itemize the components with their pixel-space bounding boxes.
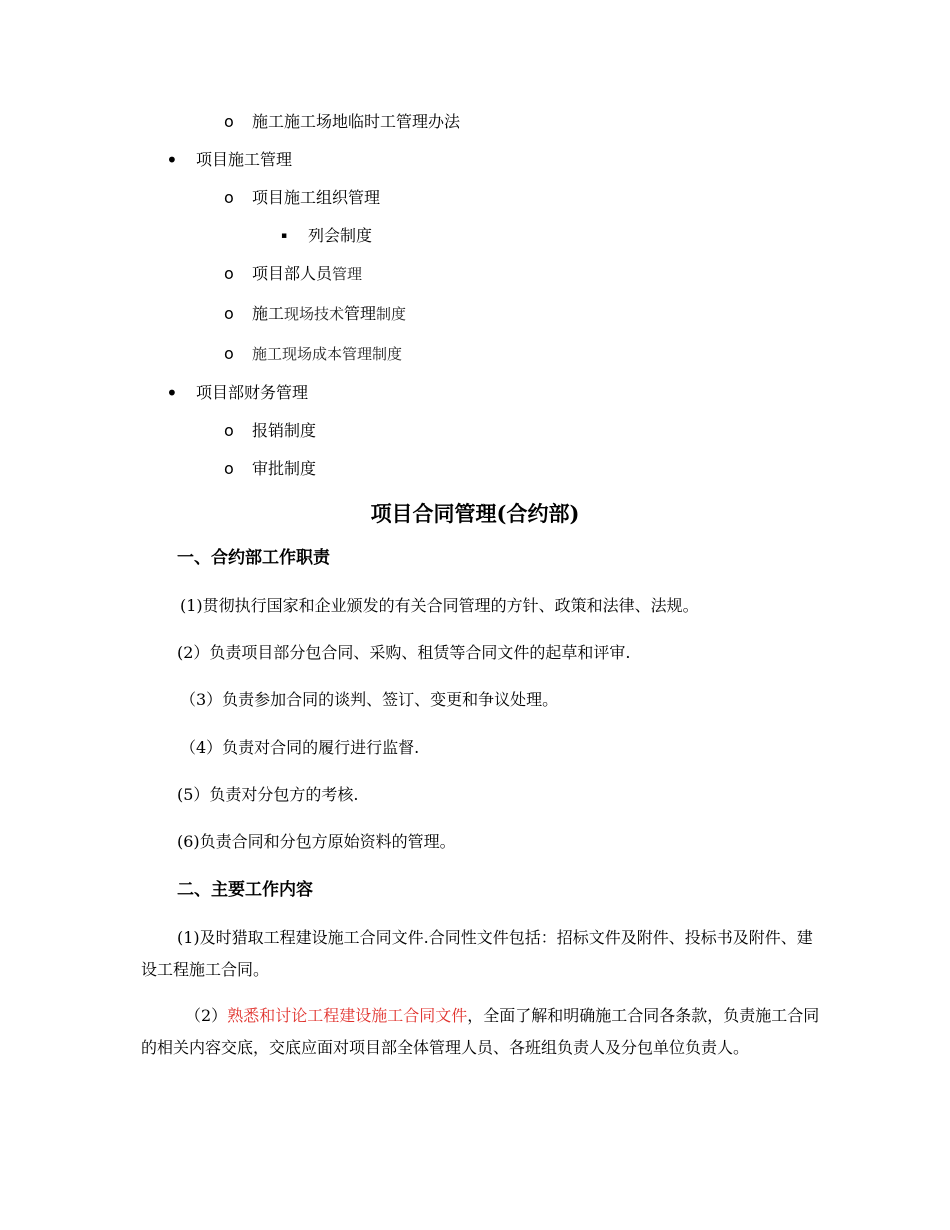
- list-item: [252, 304, 406, 324]
- list-item: 审批制度: [252, 459, 317, 478]
- duty-paragraph: (5）负责对分包方的考核.: [177, 785, 359, 804]
- duty-paragraph: （3）负责参加合同的谈判、签订、变更和争议处理。: [180, 690, 559, 709]
- section-title: 项目合同管理(合约部): [370, 501, 580, 526]
- list-item-text: 施工: [252, 304, 285, 323]
- duty-paragraph: (2）负责项目部分包合同、采购、租赁等合同文件的起草和评审.: [177, 643, 631, 662]
- list-item-text: 现场技术: [284, 305, 345, 323]
- duty-paragraph: (6)负责合同和分包方原始资料的管理。: [177, 832, 456, 851]
- list-item-text: 制度: [376, 305, 407, 323]
- list-marker-circle: o: [224, 459, 234, 478]
- list-item-text: 管理: [332, 265, 363, 283]
- list-item: 施工现场成本管理制度: [252, 345, 403, 363]
- paragraph-text: ，全面了解和明确施工合同各条款，负责施工合同的相关内容交底，交底应面对项目部全体管理人员、各班组负责人及分包单位负责人。: [141, 1006, 820, 1057]
- section-heading: 一、合约部工作职责: [177, 548, 330, 568]
- list-item: 项目部财务管理: [196, 383, 309, 402]
- list-item: 施工施工场地临时工管理办法: [252, 112, 461, 131]
- list-marker-bullet: •: [166, 148, 178, 172]
- content-paragraph: (1)及时猎取工程建设施工合同文件.合同性文件包括：招标文件及附件、投标书及附件、建设工程施工合同。: [141, 928, 813, 979]
- list-marker-circle: o: [224, 112, 234, 131]
- highlighted-text: 熟悉和讨论工程建设施工合同文件: [227, 1006, 468, 1025]
- list-marker-circle: o: [224, 344, 234, 363]
- paragraph-text: （2）: [185, 1006, 228, 1025]
- list-marker-circle: o: [224, 304, 234, 323]
- list-marker-circle: o: [224, 421, 234, 440]
- list-item: 项目施工组织管理: [252, 188, 381, 207]
- list-marker-bullet: •: [166, 381, 178, 405]
- duty-paragraph: （4）负责对合同的履行进行监督.: [180, 738, 420, 757]
- list-marker-circle: o: [224, 188, 234, 207]
- duty-paragraph: (1)贯彻执行国家和企业颁发的有关合同管理的方针、政策和法律、法规。: [180, 596, 699, 615]
- list-item-text: 项目部人员: [252, 264, 333, 283]
- list-marker-square: ▪: [281, 231, 288, 241]
- list-item: 报销制度: [252, 421, 317, 440]
- list-item: 项目施工管理: [196, 150, 293, 169]
- content-paragraph: [141, 1000, 821, 1064]
- list-item: 列会制度: [308, 226, 373, 245]
- list-marker-circle: o: [224, 264, 234, 283]
- list-item: [252, 264, 362, 284]
- section-heading: 二、主要工作内容: [177, 880, 313, 900]
- list-item-text: 管理: [344, 304, 377, 323]
